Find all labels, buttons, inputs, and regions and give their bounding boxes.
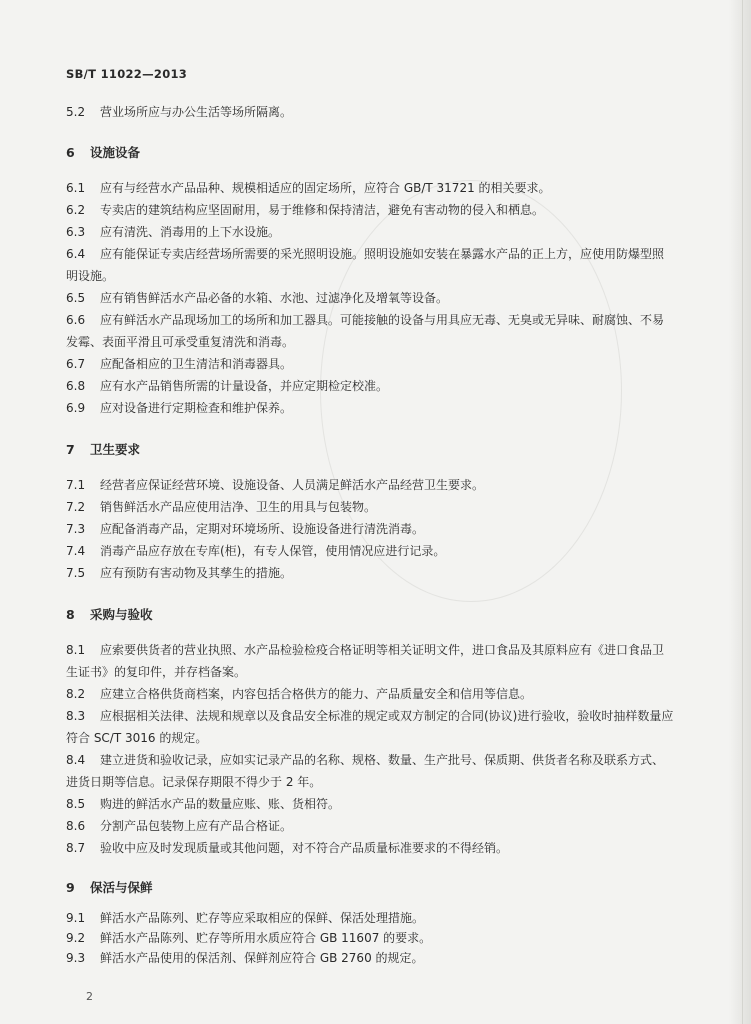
clause-number: 7.1	[66, 478, 86, 492]
clause-text: 消毒产品应存放在专库(柜)，有专人保管，使用情况应进行记录。	[100, 544, 446, 558]
clause-9-1	[66, 907, 674, 929]
standard-code-header: SB/T 11022—2013	[66, 67, 188, 81]
clause-number: 6.7	[66, 357, 86, 371]
clause-number: 6.9	[66, 401, 86, 415]
clause-number: 6.8	[66, 379, 86, 393]
clause-text: 建立进货和验收记录，应如实记录产品的名称、规格、数量、生产批号、保质期、供货者名称及联系方式、进货日期等信息。记录保存期限不得少于 2 年。	[66, 753, 665, 789]
clause-number: 6.5	[66, 291, 86, 305]
clause-7-2	[66, 496, 674, 518]
section-title: 保活与保鲜	[90, 880, 153, 895]
clause-8-3	[66, 705, 674, 749]
scan-edge-shadow	[729, 0, 751, 1024]
clause-text: 验收中应及时发现质量或其他问题，对不符合产品质量标准要求的不得经销。	[100, 841, 509, 855]
clause-8-6	[66, 815, 674, 837]
clause-text: 应配备消毒产品，定期对环境场所、设施设备进行清洗消毒。	[100, 522, 425, 536]
section-title: 卫生要求	[90, 442, 141, 457]
clause-text: 应配备相应的卫生清洁和消毒器具。	[100, 357, 293, 371]
clause-number: 9.3	[66, 951, 86, 965]
clause-7-3	[66, 518, 674, 540]
clause-number: 6.1	[66, 181, 86, 195]
section-6-heading	[66, 143, 140, 161]
clause-number: 7.5	[66, 566, 86, 580]
clause-text: 应有销售鲜活水产品必备的水箱、水池、过滤净化及增氧等设备。	[100, 291, 449, 305]
section-number: 8	[66, 607, 75, 622]
clause-text: 鲜活水产品陈列、贮存等应采取相应的保鲜、保活处理措施。	[100, 911, 425, 925]
clause-8-5	[66, 793, 674, 815]
clause-8-4	[66, 749, 674, 793]
clause-7-1	[66, 474, 674, 496]
section-number: 7	[66, 442, 75, 457]
clause-text: 鲜活水产品陈列、贮存等所用水质应符合 GB 11607 的要求。	[100, 931, 432, 945]
clause-6-9	[66, 397, 674, 419]
clause-text: 鲜活水产品使用的保活剂、保鲜剂应符合 GB 2760 的规定。	[100, 951, 424, 965]
clause-6-7	[66, 353, 674, 375]
section-number: 9	[66, 880, 75, 895]
section-9-heading	[66, 878, 153, 896]
clause-number: 8.6	[66, 819, 86, 833]
clause-8-7	[66, 837, 674, 859]
clause-7-5	[66, 562, 674, 584]
clause-text: 购进的鲜活水产品的数量应账、账、货相符。	[100, 797, 341, 811]
clause-5-2	[66, 101, 674, 123]
clause-7-4	[66, 540, 674, 562]
clause-6-4	[66, 243, 674, 287]
clause-9-2	[66, 927, 674, 949]
clause-6-8	[66, 375, 674, 397]
clause-number: 7.2	[66, 500, 86, 514]
clause-number: 6.2	[66, 203, 86, 217]
clause-text: 应有与经营水产品品种、规模相适应的固定场所，应符合 GB/T 31721 的相关要求。	[100, 181, 551, 195]
clause-6-5	[66, 287, 674, 309]
clause-text: 应根据相关法律、法规和规章以及食品安全标准的规定或双方制定的合同(协议)进行验收，验收时抽样数量应符合 SC/T 3016 的规定。	[66, 709, 674, 745]
clause-text: 分割产品包装物上应有产品合格证。	[100, 819, 293, 833]
clause-text: 专卖店的建筑结构应坚固耐用，易于维修和保持清洁，避免有害动物的侵入和栖息。	[100, 203, 545, 217]
clause-text: 应有预防有害动物及其孳生的措施。	[100, 566, 293, 580]
clause-number: 9.2	[66, 931, 86, 945]
clause-number: 5.2	[66, 105, 86, 119]
clause-number: 7.3	[66, 522, 86, 536]
clause-text: 应索要供货者的营业执照、水产品检验检疫合格证明等相关证明文件，进口食品及其原料应有《进口食品卫生证书》的复印件，并存档备案。	[66, 643, 665, 679]
section-title: 采购与验收	[90, 607, 153, 622]
clause-number: 9.1	[66, 911, 86, 925]
section-title: 设施设备	[90, 145, 141, 160]
clause-number: 7.4	[66, 544, 86, 558]
section-number: 6	[66, 145, 75, 160]
clause-8-1	[66, 639, 674, 683]
clause-6-6	[66, 309, 674, 353]
clause-number: 6.6	[66, 313, 86, 327]
clause-text: 应建立合格供货商档案，内容包括合格供方的能力、产品质量安全和信用等信息。	[100, 687, 533, 701]
clause-text: 销售鲜活水产品应使用洁净、卫生的用具与包装物。	[100, 500, 377, 514]
page-number: 2	[86, 990, 93, 1003]
clause-number: 8.1	[66, 643, 86, 657]
clause-number: 8.3	[66, 709, 86, 723]
clause-text: 应有水产品销售所需的计量设备，并应定期检定校准。	[100, 379, 389, 393]
clause-6-1	[66, 177, 674, 199]
clause-number: 6.3	[66, 225, 86, 239]
clause-text: 应有能保证专卖店经营场所需要的采光照明设施。照明设施如安装在暴露水产品的正上方，应使用防爆型照明设施。	[66, 247, 665, 283]
clause-text: 经营者应保证经营环境、设施设备、人员满足鲜活水产品经营卫生要求。	[100, 478, 485, 492]
clause-number: 8.2	[66, 687, 86, 701]
clause-number: 8.5	[66, 797, 86, 811]
clause-number: 8.4	[66, 753, 86, 767]
clause-6-2	[66, 199, 674, 221]
clause-number: 8.7	[66, 841, 86, 855]
clause-text: 营业场所应与办公生活等场所隔离。	[100, 105, 293, 119]
clause-8-2	[66, 683, 674, 705]
clause-text: 应对设备进行定期检查和维护保养。	[100, 401, 293, 415]
section-8-heading	[66, 605, 153, 623]
section-7-heading	[66, 440, 140, 458]
clause-number: 6.4	[66, 247, 86, 261]
clause-text: 应有清洗、消毒用的上下水设施。	[100, 225, 281, 239]
clause-text: 应有鲜活水产品现场加工的场所和加工器具。可能接触的设备与用具应无毒、无臭或无异味、耐腐蚀、不易发霉、表面平滑且可承受重复清洗和消毒。	[66, 313, 665, 349]
clause-9-3	[66, 947, 674, 969]
clause-6-3	[66, 221, 674, 243]
